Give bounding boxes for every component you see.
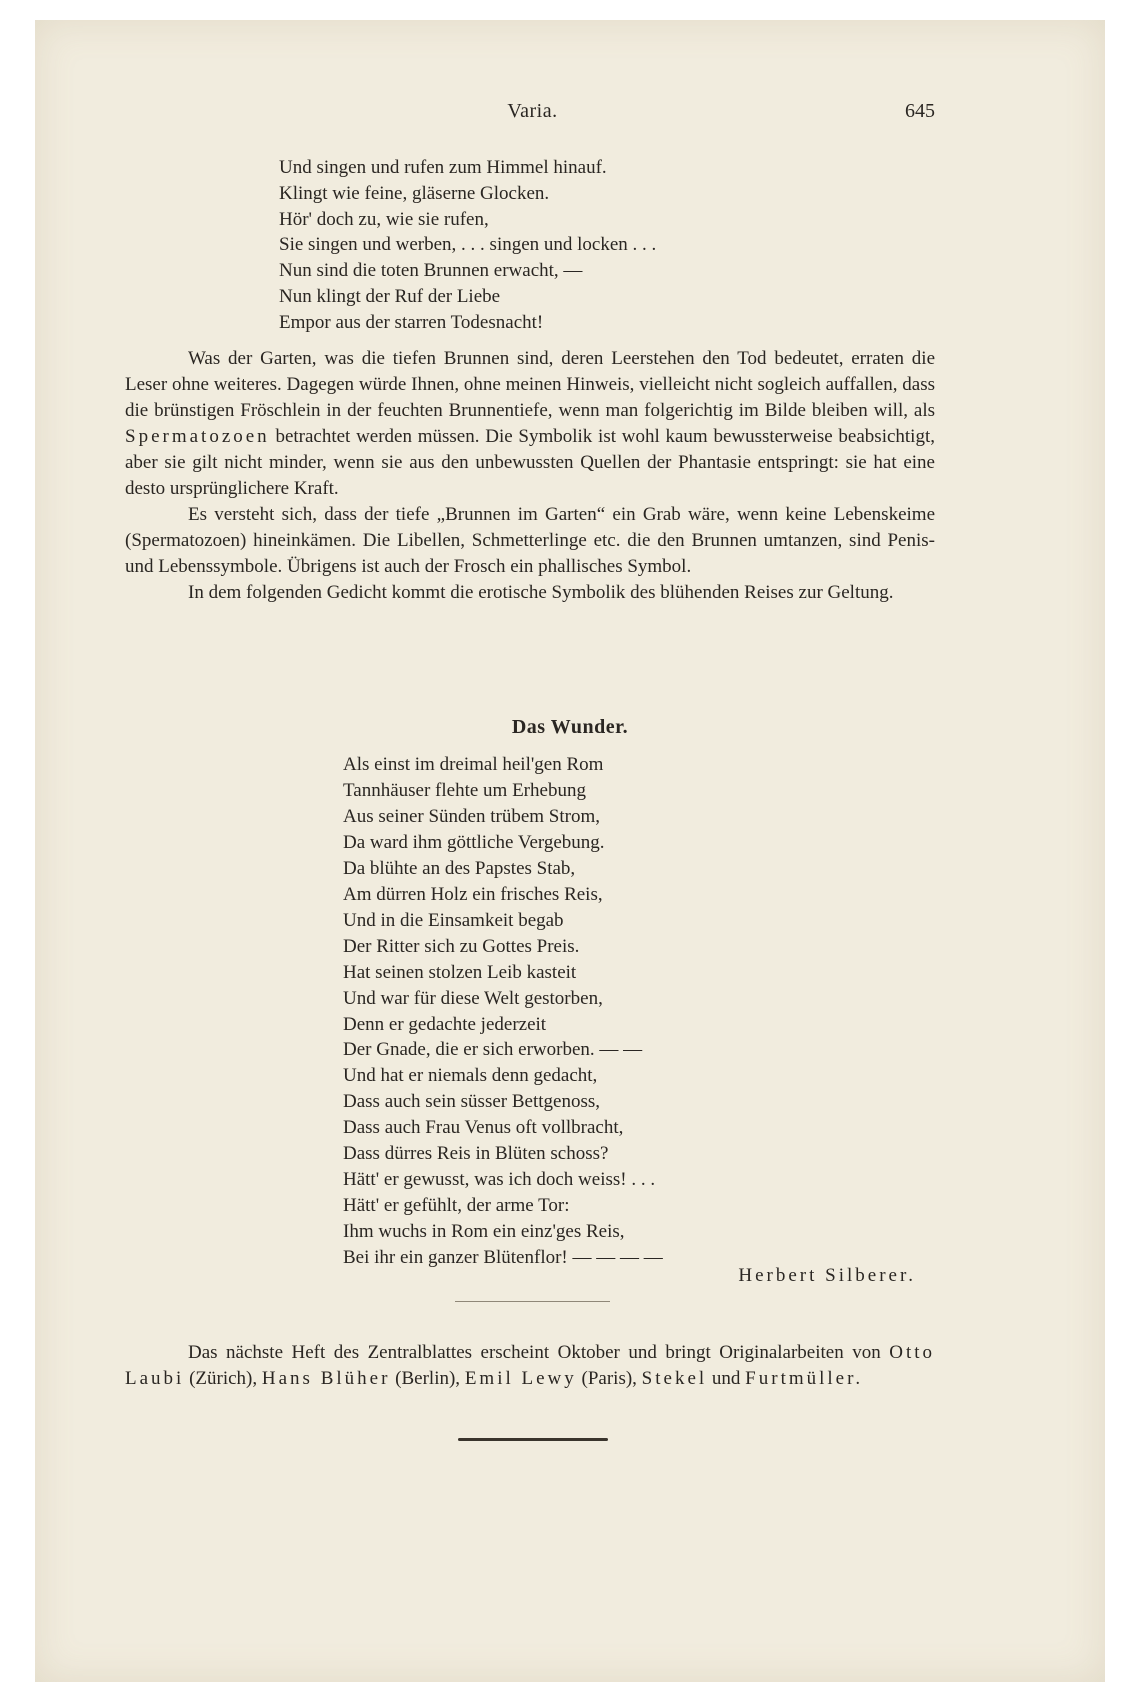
- verse-line: Nun sind die toten Brunnen erwacht, —: [279, 260, 583, 282]
- notice-text: und: [711, 1368, 741, 1389]
- paragraph-text: betrachtet werden müssen. Die Symbolik ist wohl kaum bewussterweise beabsichtigt, aber sie gilt nicht minder, wenn sie aus den unbewussten Quellen der Phantasie entspringt: sie hat eine desto ursprünglichere Kraft.: [125, 426, 935, 499]
- page-header: [130, 100, 935, 124]
- paragraph: [125, 1340, 935, 1392]
- verse-line: Sie singen und werben, . . . singen und locken . . .: [279, 234, 657, 256]
- poem-line: Da blühte an des Papstes Stab,: [343, 857, 576, 879]
- verse-line: Empor aus der starren Todesnacht!: [279, 311, 544, 333]
- poem-line: Und war für diese Welt gestorben,: [343, 987, 603, 1009]
- poem-line: Da ward ihm göttliche Vergebung.: [343, 831, 605, 853]
- poem-line: Dass auch sein süsser Bettgenoss,: [343, 1091, 600, 1113]
- poem-line: Und hat er niemals denn gedacht,: [343, 1065, 598, 1087]
- poem-author: Herbert Silberer.: [738, 1265, 916, 1286]
- paragraph: In dem folgenden Gedicht kommt die erotische Symbolik des blühenden Reises zur Geltung.: [188, 582, 894, 603]
- poem-line: Der Ritter sich zu Gottes Preis.: [343, 935, 580, 957]
- notice-text: Das nächste Heft des Zentralblattes erscheint Oktober und bringt Originalarbeiten von: [188, 1342, 881, 1363]
- poem-line: Hätt' er gefühlt, der arme Tor:: [343, 1195, 570, 1217]
- poem-line: Als einst im dreimal heil'gen Rom: [343, 754, 604, 775]
- paragraph: Es versteht sich, dass der tiefe „Brunnen im Garten“ ein Grab wäre, wenn keine Lebenskeime (Spermatozoen) hineinkämen. Die Libellen, Schmetterlinge etc. die den Brunnen umtanzen, sind Penis- und Lebenssymbole. Übrigens ist auch der Frosch ein phallisches Symbol.: [125, 504, 935, 577]
- verse-line: Klingt wie feine, gläserne Glocken.: [279, 182, 550, 204]
- verse-stanza: [279, 155, 656, 336]
- poem-line: Tannhäuser flehte um Erhebung: [343, 779, 586, 801]
- poem-line: Bei ihr ein ganzer Blütenflor! — — — —: [343, 1247, 663, 1269]
- author-name: Emil Lewy: [464, 1368, 577, 1389]
- author-name: Stekel: [641, 1368, 708, 1389]
- poem-line: Am dürren Holz ein frisches Reis,: [343, 883, 603, 905]
- verse-line: Nun klingt der Ruf der Liebe: [279, 285, 501, 307]
- poem-title: Das Wunder.: [511, 716, 629, 738]
- author-name: Otto Laubi: [125, 1342, 935, 1389]
- poem-body: [343, 752, 663, 1271]
- poem-line: Der Gnade, die er sich erworben. — —: [343, 1039, 643, 1061]
- poem-line: Dass auch Frau Venus oft vollbracht,: [343, 1117, 624, 1139]
- author-name: Hans Blüher: [261, 1368, 391, 1389]
- verse-line: Hör' doch zu, wie sie rufen,: [279, 208, 489, 230]
- poem-line: Und in die Einsamkeit begab: [343, 909, 564, 931]
- commentary: [125, 346, 935, 606]
- paragraph: [125, 346, 935, 502]
- poem-line: Aus seiner Sünden trübem Strom,: [343, 805, 601, 827]
- verse-line: Und singen und rufen zum Himmel hinauf.: [279, 157, 607, 178]
- poem-line: Dass dürres Reis in Blüten schoss?: [343, 1143, 609, 1165]
- paragraph-text: Was der Garten, was die tiefen Brunnen sind, deren Leerstehen den Tod bedeutet, erraten die Leser ohne weiteres. Dagegen würde Ihnen, ohne meinen Hinweis, vielleicht nicht sogleich auffallen, dass die brünstigen Fröschlein in der feuchten Brunnentiefe, wenn man folgerichtig im Bilde bleiben will, als: [125, 348, 935, 421]
- next-issue-notice: [125, 1340, 935, 1392]
- poem-line: Hätt' er gewusst, was ich doch weiss! . . .: [343, 1169, 656, 1191]
- poem-line: Ihm wuchs in Rom ein einz'ges Reis,: [343, 1221, 625, 1243]
- poem-line: Denn er gedachte jederzeit: [343, 1013, 547, 1035]
- author-place: (Paris),: [581, 1368, 637, 1389]
- section-divider: [455, 1301, 610, 1302]
- poem-line: Hat seinen stolzen Leib kasteit: [343, 961, 577, 983]
- running-title: Varia.: [507, 100, 558, 122]
- author-place: (Berlin),: [395, 1368, 461, 1389]
- author-place: (Zürich),: [189, 1368, 258, 1389]
- author-name: Furtmüller.: [745, 1368, 864, 1389]
- end-ornament-rule: [458, 1438, 608, 1441]
- page-number: 645: [905, 100, 935, 122]
- spaced-term: Spermatozoen: [125, 426, 270, 447]
